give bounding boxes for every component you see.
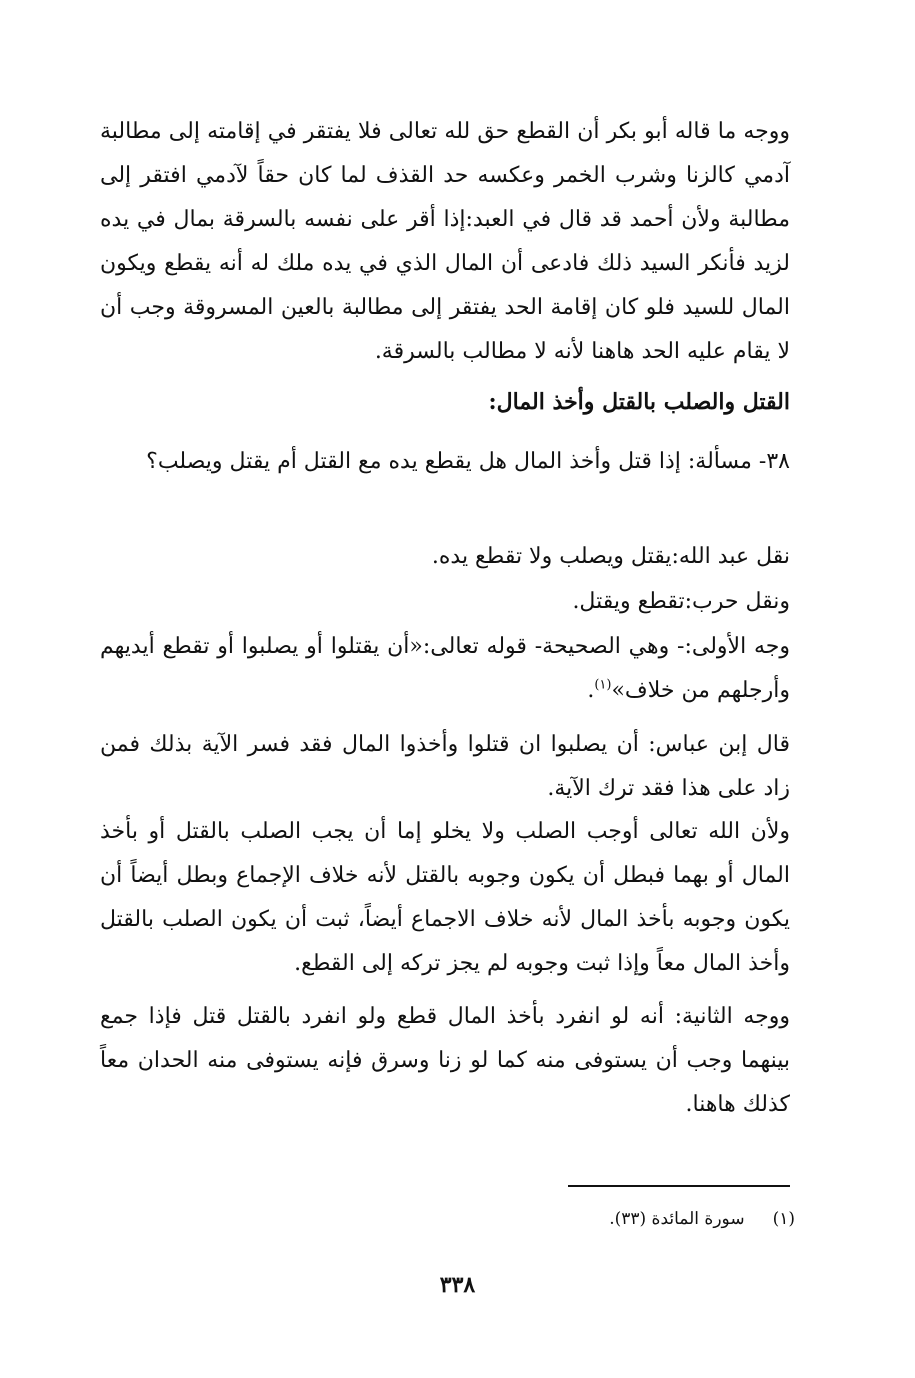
paragraph-first-view [100, 625, 790, 713]
footnote-text: سورة المائدة (٣٣). [609, 1209, 745, 1229]
footnote [609, 1205, 795, 1233]
footnote-reference: (١) [594, 677, 612, 693]
paragraph-issue-38: ٣٨- مسألة: إذا قتل وأخذ المال هل يقطع يده مع القتل أم يقتل ويصلب؟ [146, 449, 790, 474]
footnote-marker: (١) [772, 1209, 795, 1229]
section-heading: القتل والصلب بالقتل وأخذ المال: [488, 389, 790, 415]
paragraph-second-view: ووجه الثانية: أنه لو انفرد بأخذ المال قطع ولو انفرد بالقتل قتل فإذا جمع بينهما وجب أن يستوفى منه كما لو زنا وسرق فإنه يستوفى منه الحدان معاً كذلك هاهنا. [100, 1004, 790, 1117]
first-view-end: . [587, 678, 595, 703]
paragraph-abu-bakr-opinion: ووجه ما قاله أبو بكر أن القطع حق لله تعالى فلا يفتقر في إقامته إلى مطالبة آدمي كالزنا وشرب الخمر وعكسه حد القذف لما كان حقاً لآدمي افتقر إلى مطالبة ولأن أحمد قد قال في العبد:إذا أقر على نفسه بالسرقة بمال في يده لزيد فأنكر السيد ذلك فادعى أن المال الذي في يده ملك له أنه يقطع ويكون المال للسيد فلو كان إقامة الحد يفتقر إلى مطالبة بالعين المسروقة وجب أن لا يقام عليه الحد هاهنا لأنه لا مطالب بالسرقة. [100, 119, 790, 364]
page-number: ٣٣٨ [439, 1272, 476, 1298]
footnote-divider [568, 1185, 790, 1187]
first-view-text: وجه الأولى:- وهي الصحيحة- قوله تعالى:«أن يقتلوا أو يصلبوا أو تقطع أيديهم وأرجلهم من خلاف» [100, 634, 790, 703]
paragraph-ibn-abbas: قال إبن عباس: أن يصلبوا ان قتلوا وأخذوا المال فقد فسر الآية بذلك فمن زاد على هذا فقد ترك الآية. [100, 732, 790, 801]
paragraph-abdullah-narration: نقل عبد الله:يقتل ويصلب ولا تقطع يده. [431, 544, 790, 569]
paragraph-crucifixion-argument: ولأن الله تعالى أوجب الصلب ولا يخلو إما أن يجب الصلب بالقتل أو بأخذ المال أو بهما فبطل أن يكون وجوبه بالقتل لأنه خلاف الإجماع وبطل أيضاً أن يكون وجوبه بأخذ المال لأنه خلاف الاجماع أيضاً، ثبت أن يكون الصلب بالقتل وأخذ المال معاً وإذا ثبت وجوبه لم يجز تركه إلى القطع. [100, 819, 790, 976]
paragraph-harb-narration: ونقل حرب:تقطع ويقتل. [572, 589, 790, 614]
